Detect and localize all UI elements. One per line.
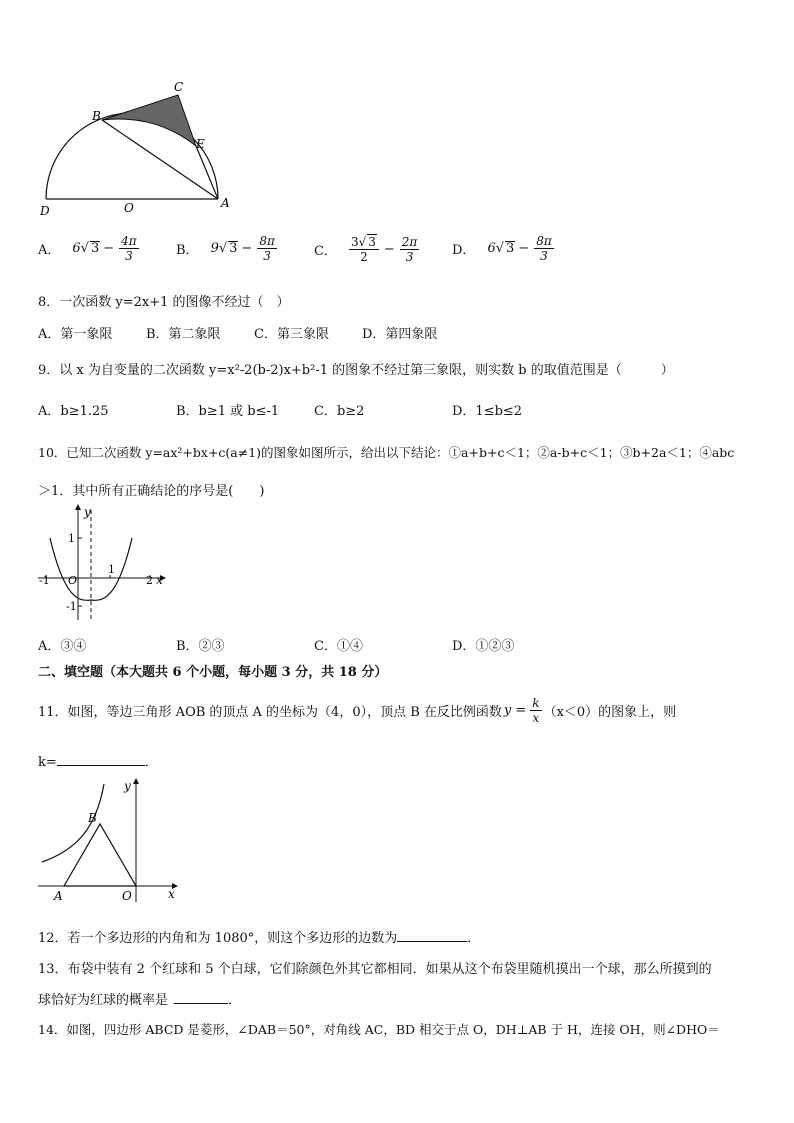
- q12-answer-blank[interactable]: [397, 941, 467, 942]
- option-key: C．: [314, 243, 337, 259]
- q11-stem-a: 11．如图，等边三角形 AOB 的顶点 A 的坐标为（4，0），顶点 B 在反比例函数: [38, 704, 502, 720]
- q7-option-d[interactable]: [452, 234, 556, 263]
- q10-option-c[interactable]: C．①④: [314, 639, 363, 654]
- option-key: A．: [38, 243, 61, 258]
- q8-option-b[interactable]: B．第二象限: [146, 327, 221, 342]
- q11-answer-end: ．: [144, 755, 158, 770]
- q11-triangle-aob: [64, 824, 136, 886]
- fraction: $\frac{8\pi}{3}$: [259, 234, 275, 263]
- q10-label-neg1-left: -1: [39, 574, 50, 587]
- q10-label-y: y: [84, 505, 91, 519]
- q10-option-b[interactable]: B．②③: [176, 639, 225, 654]
- q13-line2-text: 球恰好为红球的概率是: [38, 993, 169, 1008]
- q11-stem-b: （x＜0）的图象上，则: [543, 704, 677, 720]
- fraction: $\frac{4\pi}{3}$: [121, 234, 137, 263]
- q9-option-b[interactable]: B．b≥1 或 b≤-1: [176, 404, 280, 419]
- q7-figure: [36, 78, 236, 220]
- q7-label-b: B: [92, 109, 101, 123]
- operator: −: [241, 241, 253, 256]
- q10-label-neg1-bottom: -1: [66, 600, 77, 613]
- q11-figure: [36, 774, 182, 908]
- coefficient: 6: [487, 241, 496, 256]
- q10-label-2-right: 2: [146, 574, 153, 587]
- sqrt-icon: √: [358, 235, 367, 249]
- sqrt-icon: √: [80, 241, 89, 256]
- radicand: 3: [229, 241, 238, 256]
- q10-figure: [36, 502, 170, 624]
- q7-semicircle-arc: [46, 113, 218, 199]
- q7-label-e: E: [196, 137, 205, 151]
- q10-label-1-right: 1: [108, 563, 115, 576]
- q9-option-c[interactable]: C．b≥2: [314, 404, 365, 419]
- q10-label-1-top: 1: [68, 532, 75, 545]
- q7-label-o: O: [124, 201, 134, 215]
- q11-yeq: y =: [503, 702, 527, 718]
- q10-option-d[interactable]: D．①②③: [452, 639, 515, 654]
- q9-option-a[interactable]: A．b≥1.25: [38, 404, 109, 419]
- q8-stem: 8．一次函数 y=2x+1 的图像不经过（ ）: [38, 295, 290, 310]
- q13-line1: 13．布袋中装有 2 个红球和 5 个白球，它们除颜色外其它都相同．如果从这个布袋里随机摸出一个球，那么所摸到的: [38, 962, 712, 977]
- q10-label-o: O: [68, 574, 78, 587]
- q11-label-a: A: [54, 889, 63, 903]
- coefficient: 9: [210, 241, 219, 256]
- q11-answer-blank[interactable]: [57, 765, 145, 766]
- operator: −: [518, 241, 530, 256]
- q11-label-o: O: [122, 889, 132, 903]
- q7-option-b[interactable]: [176, 234, 279, 263]
- radicand: 3: [506, 241, 515, 256]
- q13-answer-blank[interactable]: [174, 1003, 228, 1004]
- fraction: $\frac{8\pi}{3}$: [536, 234, 552, 263]
- q11-answer: [38, 751, 158, 770]
- q9-stem: 9．以 x 为自变量的二次函数 y=x²-2(b-2)x+b²-1 的图象不经过第三象限，则实数 b 的取值范围是（ ）: [38, 363, 674, 378]
- q7-label-a: A: [221, 196, 230, 210]
- q11-y-arrow-icon: [133, 778, 139, 784]
- q11-answer-label: k=: [38, 755, 57, 770]
- q7-chord-ba: [102, 120, 218, 199]
- fraction-sqrt: $\frac{3√ 3}{2}$: [349, 234, 379, 264]
- q8-option-d[interactable]: D．第四象限: [362, 327, 438, 342]
- q10-y-arrow-icon: [75, 504, 81, 510]
- section-2-heading: 二、填空题（本大题共 6 个小题，每小题 3 分，共 18 分）: [38, 665, 388, 680]
- q9-option-d[interactable]: D．1≤b≤2: [452, 404, 523, 419]
- sqrt-icon: √: [218, 241, 228, 256]
- operator: −: [383, 241, 395, 257]
- radicand: 3: [90, 241, 100, 256]
- operator: −: [103, 241, 115, 256]
- option-key: D．: [452, 243, 476, 258]
- q8-option-a[interactable]: A．第一象限: [38, 327, 113, 342]
- option-key: B．: [176, 243, 199, 258]
- q11-stem: [38, 690, 676, 730]
- q10-stem-line2: ＞1．其中所有正确结论的序号是( ): [38, 484, 265, 499]
- q7-label-d: D: [40, 204, 50, 218]
- q7-option-c[interactable]: [314, 234, 421, 264]
- q7-label-c: C: [174, 80, 184, 94]
- q10-option-a[interactable]: A．③④: [38, 639, 87, 654]
- q8-option-c[interactable]: C．第三象限: [254, 327, 329, 342]
- q10-stem-line1: 10．已知二次函数 y=ax²+bx+c(a≠1)的图象如图所示，给出以下结论：①a+b+c＜1；②a-b+c＜1；③b+2a＜1；④abc: [38, 445, 735, 460]
- q14-stem: 14．如图，四边形 ABCD 是菱形，∠DAB＝50°，对角线 AC，BD 相交于点 O，DH⊥AB 于 H，连接 OH，则∠DHO＝: [38, 1022, 720, 1037]
- q12-stem-text: 12．若一个多边形的内角和为 1080°，则这个多边形的边数为: [38, 931, 398, 946]
- q11-label-b: B: [88, 811, 97, 825]
- q13-end: ．: [228, 993, 242, 1008]
- q13-line2: [38, 989, 241, 1008]
- q10-label-x: x: [156, 573, 163, 587]
- q12-stem: [38, 927, 480, 946]
- q7-shaded-region: [102, 95, 196, 146]
- fraction: $\frac{2\pi}{3}$: [401, 234, 418, 264]
- q7-option-a[interactable]: [38, 234, 141, 263]
- q12-end: ．: [467, 931, 481, 946]
- q11-fraction: $\frac{k}{x}$: [532, 695, 540, 725]
- coefficient: 6: [72, 241, 81, 256]
- q11-label-x: x: [168, 887, 175, 901]
- sqrt-icon: √: [495, 241, 505, 256]
- q11-label-y: y: [124, 779, 131, 793]
